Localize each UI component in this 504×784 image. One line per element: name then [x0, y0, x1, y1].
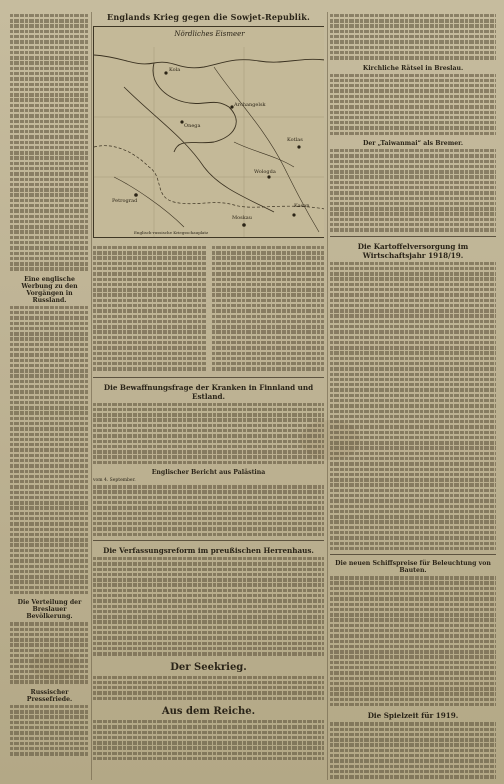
center-heading-3: Die Verfassungsreform im preußischen Herrenhaus. [103, 546, 314, 556]
main-article-title: Englands Krieg gegen die Sowjet-Republik. [107, 12, 310, 22]
section-divider [330, 236, 496, 237]
column-rule [327, 12, 328, 780]
col1-heading-1: Eine englische Werbung zu den Vorgängen in Russland. [21, 275, 78, 304]
text-block [93, 720, 324, 760]
map-label: Onega [184, 123, 201, 129]
col1-heading-3: Russischer Pressefriede. [26, 688, 73, 703]
section-divider [93, 540, 324, 541]
map-title: Nördliches Eismeer [174, 30, 245, 38]
map-label: Wologda [254, 169, 276, 175]
center-subcolumns [93, 244, 324, 373]
text-block [330, 14, 496, 60]
text-block [10, 622, 89, 683]
map-caption: Englisch-russische Kriegsschauplatz [134, 230, 209, 235]
right-heading-1: Kirchliche Rätsel in Breslau. [362, 64, 464, 72]
center-heading-2-sub: vom 4. September. [93, 478, 136, 484]
column-right [330, 12, 496, 780]
text-block [330, 74, 496, 135]
text-block [330, 149, 496, 232]
text-block [330, 262, 496, 551]
map-label: Petrograd [112, 198, 138, 204]
center-heading-4: Der Seekrieg. [170, 661, 247, 673]
column-rule [91, 12, 92, 780]
map-label: Kotlas [287, 137, 303, 143]
right-heading-4: Die neuen Schiffspreise für Beleuchtung von Bauten. [335, 560, 491, 575]
center-heading-1: Die Bewaffnungsfrage der Kranken in Finnland und Estland. [103, 382, 314, 401]
section-divider [93, 377, 324, 378]
right-heading-2: Der „Taiwanmai“ als Bremer. [362, 140, 464, 148]
map-drawing [94, 27, 324, 237]
column-left [10, 12, 89, 780]
map-figure [93, 26, 324, 238]
map-label: Kola [169, 67, 181, 73]
text-block [93, 557, 324, 655]
center-subcolumn-right [212, 244, 325, 373]
text-block [93, 403, 324, 464]
center-heading-2: Englischer Bericht aus Palästina [151, 469, 266, 477]
map-label: Moskau [232, 215, 252, 221]
text-block [93, 485, 324, 536]
text-block [330, 722, 496, 780]
text-block [330, 576, 496, 706]
right-heading-5: Die Spielzeit für 1919. [367, 711, 459, 721]
section-divider [330, 554, 496, 555]
text-block [93, 676, 324, 701]
map-label: Archangelsk [234, 102, 266, 108]
text-block [10, 705, 89, 756]
center-heading-5: Aus dem Reiche. [161, 706, 256, 718]
center-subcolumn-left [93, 244, 206, 373]
right-heading-3: Die Kartoffelversorgung im Wirtschaftsjahr 1918/19. [357, 241, 469, 260]
text-block [10, 14, 89, 271]
column-center [93, 12, 324, 780]
text-block [10, 306, 89, 595]
col1-heading-2: Die Verteilung der Breslauer Bevölkerung. [17, 599, 82, 621]
map-label: Kasan [294, 203, 310, 209]
